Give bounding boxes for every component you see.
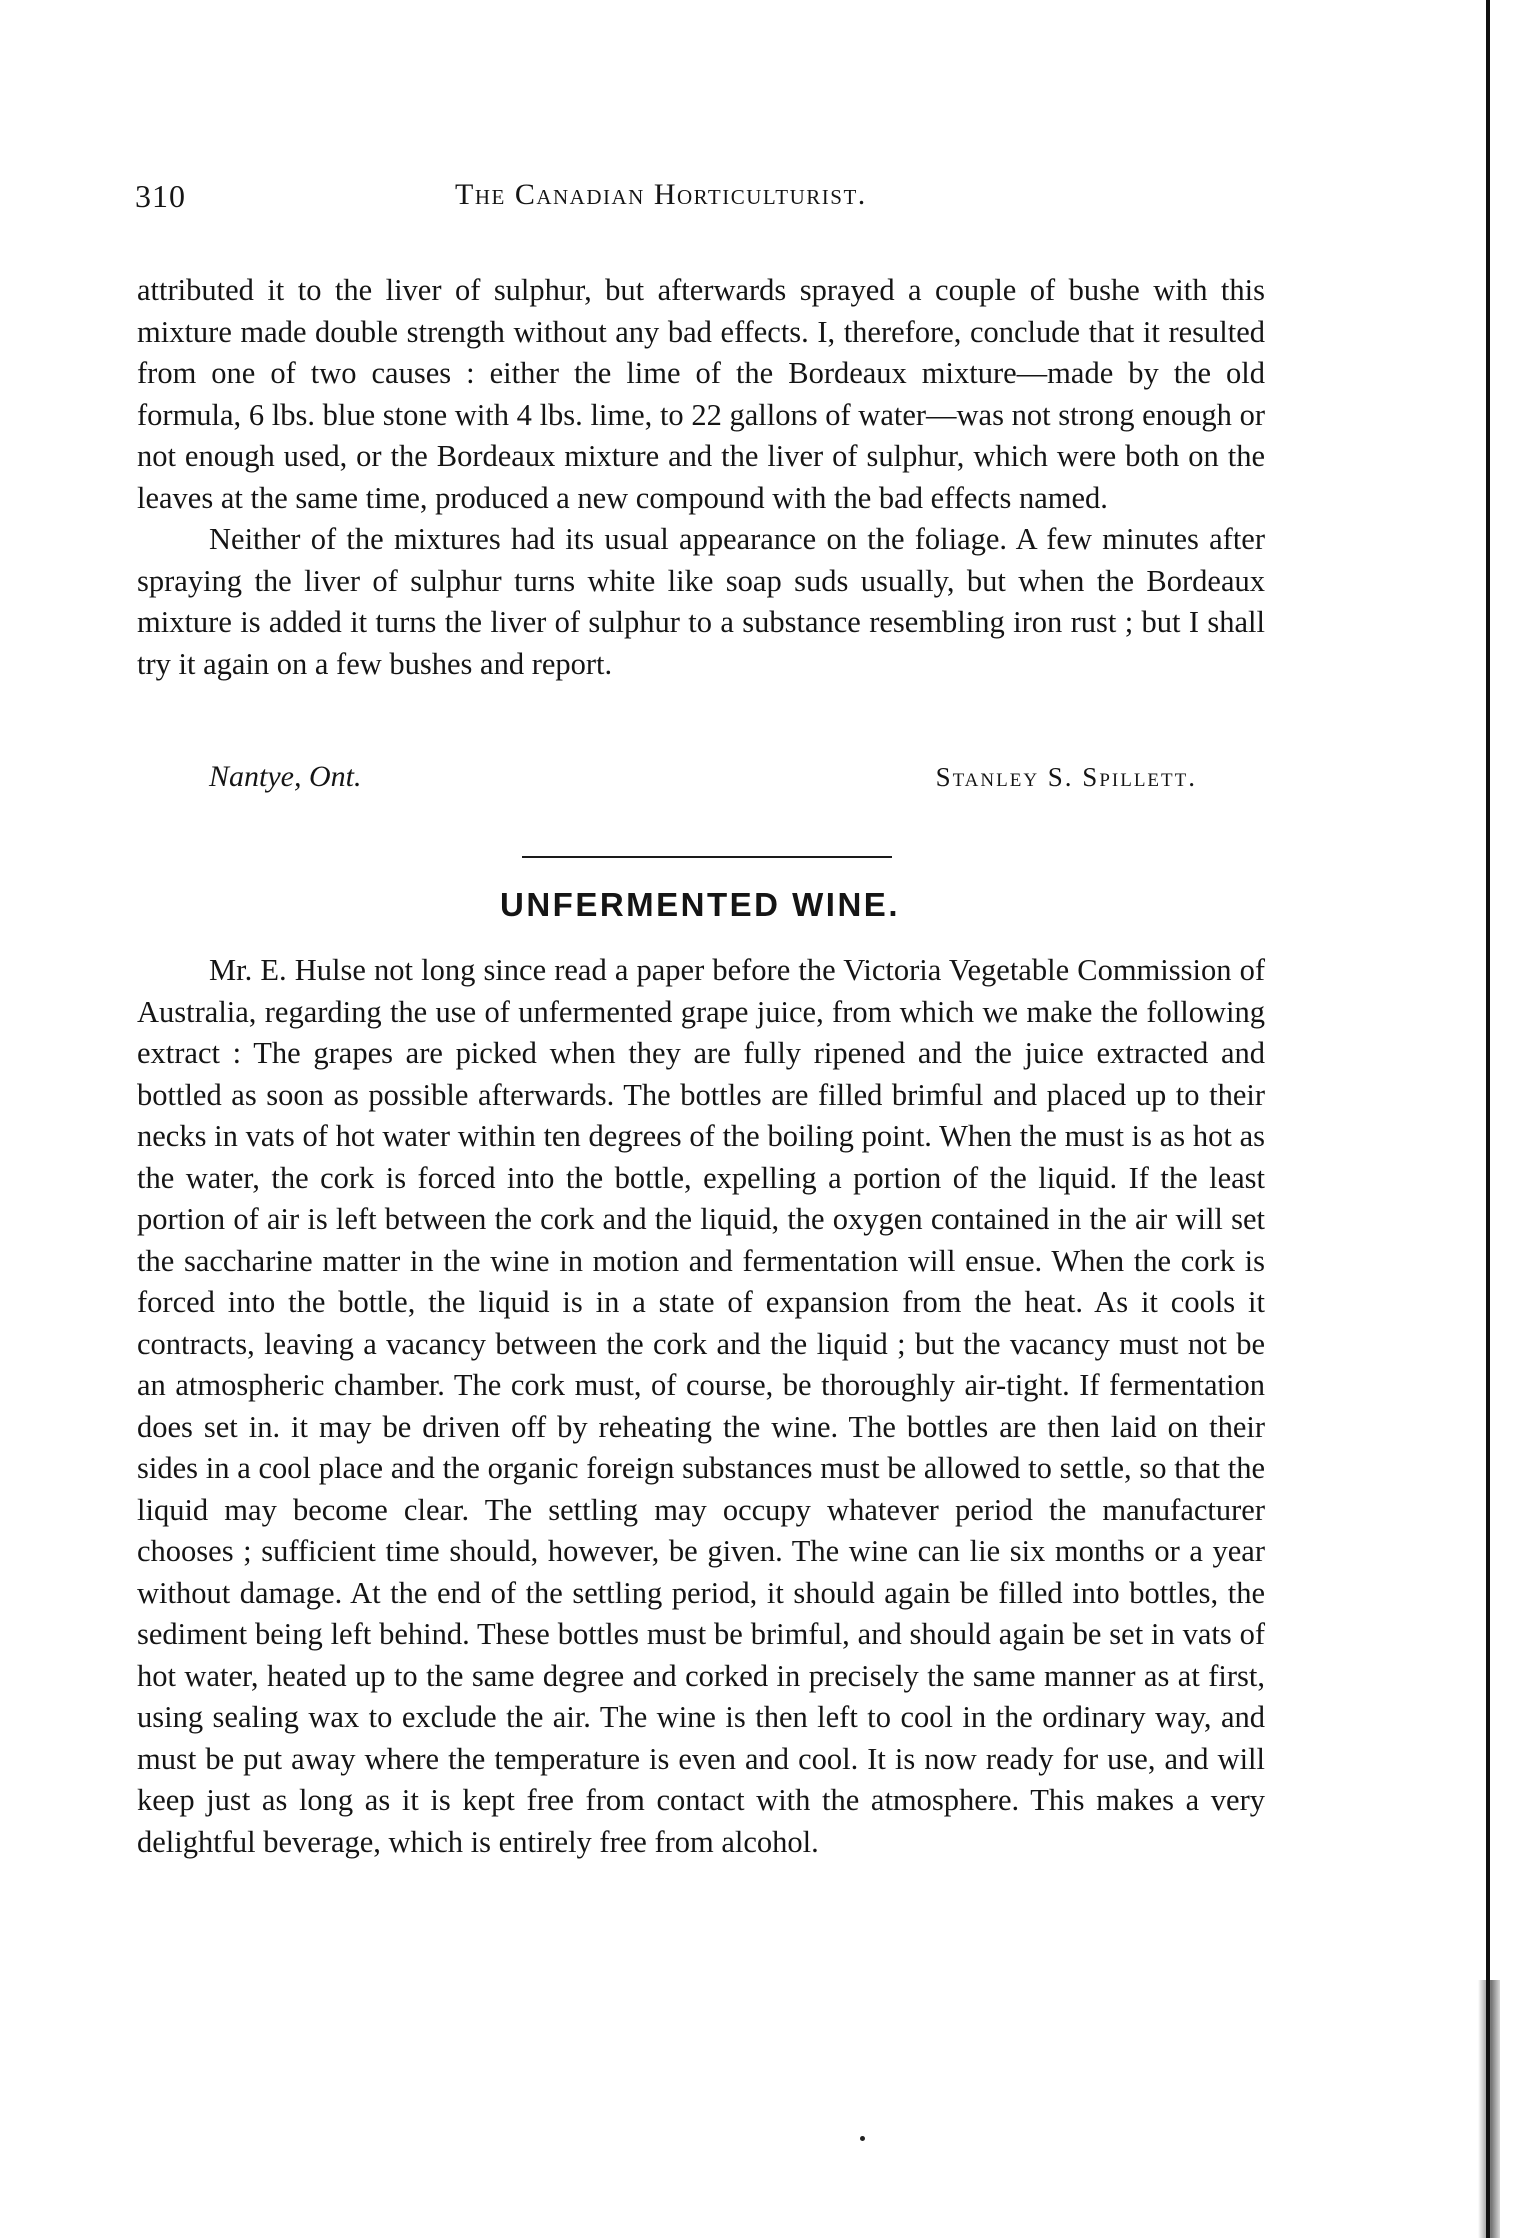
running-head: The Canadian Horticulturist. xyxy=(455,178,867,211)
section-divider xyxy=(522,856,892,858)
ink-speck xyxy=(860,2136,865,2141)
article-text xyxy=(137,950,1265,1863)
signature-place: Nantye, Ont. xyxy=(209,760,362,793)
letter-text xyxy=(137,270,1265,685)
signature-name: Stanley S. Spillett. xyxy=(935,762,1197,792)
article-paragraph: Mr. E. Hulse not long since read a paper before the Victoria Vegetable Commission of Australia, regarding the use of unfermented grape juice, from which we make the following extract : The grapes are picked when they are fully ripened and the juice extracted and bottled as soon as possible afterwards. The bottles are filled brimful and placed up to their necks in vats of hot water within ten degrees of the boiling point. When the must is as hot as the water, the cork is forced into the bottle, expelling a portion of the liquid. If the least portion of air is left between the cork and the liquid, the oxygen contained in the air will set the saccharine matter in the wine in motion and fermentation will ensue. When the cork is forced into the bottle, the liquid is in a state of expansion from the heat. As it cools it contracts, leaving a vacancy between the cork and the liquid ; but the vacancy must not be an atmospheric chamber. The cork must, of course, be thoroughly air-tight. If fermentation does set in. it may be driven off by reheating the wine. The bottles are then laid on their sides in a cool place and the organic foreign substances must be allowed to settle, so that the liquid may become clear. The settling may occupy whatever period the manufacturer chooses ; sufficient time should, however, be given. The wine can lie six months or a year without damage. At the end of the settling period, it should again be filled into bottles, the sediment being left behind. These bottles must be brimful, and should again be set in vats of hot water, heated up to the same degree and corked in precisely the same manner as at first, using sealing wax to exclude the air. The wine is then left to cool in the ordinary way, and must be put away where the temperature is even and cool. It is now ready for use, and will keep just as long as it is kept free from contact with the atmosphere. This makes a very delightful beverage, which is entirely free from alcohol. xyxy=(137,953,1265,1859)
page-number: 310 xyxy=(135,178,186,214)
page-header xyxy=(135,178,1285,228)
letter-paragraph-2: Neither of the mixtures had its usual appearance on the foliage. A few minutes after spraying the liver of sulphur turns white like soap suds usually, but when the Bordeaux mixture is added it turns the liver of sulphur to a substance resembling iron rust ; but I shall try it again on a few bushes and report. xyxy=(137,522,1265,681)
letter-paragraph-1: attributed it to the liver of sulphur, but afterwards sprayed a couple of bushe with this mixture made double strength without any bad effects. I, therefore, conclude that it resulted from one of two causes : either the lime of the Bordeaux mixture—made by the old formula, 6 lbs. blue stone with 4 lbs. lime, to 22 gallons of water—was not strong enough or not enough used, or the Bordeaux mixture and the liver of sulphur, which were both on the leaves at the same time, produced a new compound with the bad effects named. xyxy=(137,273,1265,515)
binding-edge xyxy=(1486,0,1490,2238)
article-title: UNFERMENTED WINE. xyxy=(500,886,900,923)
signature-line xyxy=(137,760,1197,804)
